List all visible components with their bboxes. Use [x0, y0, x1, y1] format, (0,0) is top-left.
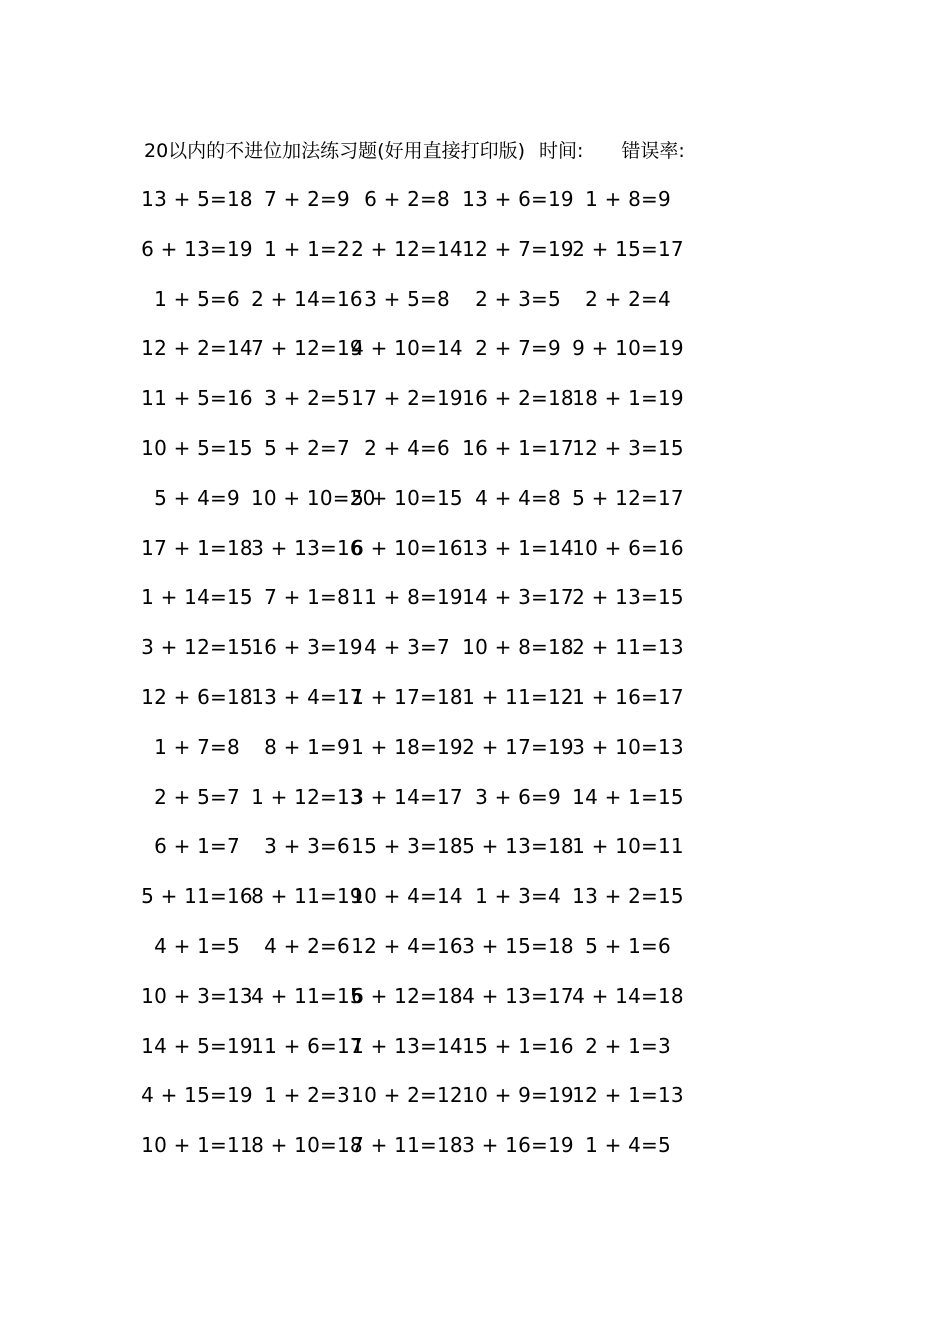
- problem-item: 4 + 11=15: [251, 983, 363, 1008]
- problem-item: 13 + 5=18: [141, 187, 253, 211]
- problem-item: 11 + 6=17: [251, 1033, 363, 1058]
- problem-item: 4 + 1=5: [154, 934, 240, 958]
- problem-item: 1 + 7=8: [154, 734, 240, 759]
- problem-item: 10 + 8=18: [462, 635, 574, 660]
- problem-item: 6 + 2=8: [364, 187, 450, 211]
- error-rate-label: 错误率:: [621, 140, 685, 162]
- problem-item: 5 + 4=9: [154, 485, 240, 510]
- problem-item: 2 + 2=4: [585, 286, 671, 311]
- problem-item: 1 + 4=5: [585, 1133, 671, 1158]
- problem-item: 1 + 18=19: [351, 734, 463, 759]
- problem-item: 9 + 10=19: [572, 336, 684, 361]
- problem-item: 2 + 4=6: [364, 436, 450, 460]
- problem-item: 1 + 16=17: [572, 685, 684, 709]
- problem-item: 10 + 6=16: [572, 535, 684, 560]
- problem-item: 18 + 1=19: [572, 386, 684, 411]
- problem-item: 10 + 9=19: [462, 1083, 574, 1108]
- problem-item: 15 + 3=18: [351, 834, 463, 859]
- problem-item: 2 + 1=3: [585, 1033, 671, 1058]
- problem-item: 3 + 13=16: [251, 535, 363, 560]
- problem-item: 14 + 3=17: [462, 585, 574, 610]
- problem-item: 17 + 1=18: [141, 535, 253, 560]
- problem-item: 7 + 11=18: [351, 1133, 463, 1158]
- problem-item: 1 + 8=9: [585, 187, 671, 211]
- problem-item: 12 + 2=14: [141, 336, 253, 361]
- problem-item: 16 + 1=17: [462, 436, 574, 460]
- problem-item: 1 + 13=14: [351, 1033, 463, 1058]
- problem-item: 7 + 12=19: [251, 336, 363, 361]
- problem-item: 10 + 1=11: [141, 1133, 253, 1158]
- problem-item: 3 + 10=13: [572, 734, 684, 759]
- problem-item: 6 + 13=19: [141, 236, 253, 261]
- problem-item: 1 + 5=6: [154, 286, 240, 311]
- problem-item: 13 + 4=17: [251, 685, 363, 709]
- problem-item: 4 + 15=19: [141, 1083, 253, 1108]
- problem-item: 3 + 12=15: [141, 635, 253, 660]
- problem-item: 4 + 14=18: [572, 983, 684, 1008]
- problem-item: 3 + 6=9: [475, 784, 561, 809]
- problem-item: 7 + 2=9: [264, 187, 350, 211]
- problem-item: 1 + 3=4: [475, 884, 561, 909]
- problem-item: 10 + 5=15: [141, 436, 253, 460]
- time-label: 时间:: [539, 140, 584, 162]
- problem-item: 8 + 10=18: [251, 1133, 363, 1158]
- problem-item: 3 + 15=18: [462, 934, 574, 958]
- problem-item: 2 + 7=9: [475, 336, 561, 361]
- problem-item: 2 + 12=14: [351, 236, 463, 261]
- problem-item: 11 + 5=16: [141, 386, 253, 411]
- problem-item: 12 + 6=18: [141, 685, 253, 709]
- problem-item: 11 + 8=19: [351, 585, 463, 610]
- problem-item: 13 + 2=15: [572, 884, 684, 909]
- problem-item: 10 + 4=14: [351, 884, 463, 909]
- problem-item: 5 + 2=7: [264, 436, 350, 460]
- problem-item: 4 + 3=7: [364, 635, 450, 660]
- problem-item: 12 + 3=15: [572, 436, 684, 460]
- problem-item: 16 + 3=19: [251, 635, 363, 660]
- problem-item: 12 + 4=16: [351, 934, 463, 958]
- problem-item: 2 + 13=15: [572, 585, 684, 610]
- problem-item: 2 + 3=5: [475, 286, 561, 311]
- problem-item: 14 + 5=19: [141, 1033, 253, 1058]
- problem-item: 1 + 12=13: [251, 784, 363, 809]
- problem-item: 13 + 6=19: [462, 187, 574, 211]
- problem-item: 3 + 5=8: [364, 286, 450, 311]
- problem-item: 4 + 4=8: [475, 485, 561, 510]
- problem-item: 5 + 13=18: [462, 834, 574, 859]
- problem-item: 13 + 1=14: [462, 535, 574, 560]
- problem-item: 10 + 10=20: [251, 485, 376, 510]
- problem-item: 5 + 10=15: [351, 485, 463, 510]
- problem-item: 2 + 5=7: [154, 784, 240, 809]
- problem-item: 1 + 2=3: [264, 1083, 350, 1108]
- problem-item: 1 + 10=11: [572, 834, 684, 859]
- problem-item: 15 + 1=16: [462, 1033, 574, 1058]
- problem-item: 6 + 1=7: [154, 834, 240, 859]
- problem-item: 14 + 1=15: [572, 784, 684, 809]
- problem-item: 12 + 1=13: [572, 1083, 684, 1108]
- problem-item: 1 + 11=12: [462, 685, 574, 709]
- problem-item: 1 + 1=2: [264, 236, 350, 261]
- problem-item: 6 + 12=18: [351, 983, 463, 1008]
- problem-item: 2 + 11=13: [572, 635, 684, 660]
- problem-item: 2 + 14=16: [251, 286, 363, 311]
- problem-item: 4 + 2=6: [264, 934, 350, 958]
- problem-item: 5 + 1=6: [585, 934, 671, 958]
- problem-item: 1 + 14=15: [141, 585, 253, 610]
- worksheet-title: 20以内的不进位加法练习题(好用直接打印版): [144, 140, 526, 162]
- problem-item: 3 + 3=6: [264, 834, 350, 859]
- problem-item: 3 + 2=5: [264, 386, 350, 411]
- problem-item: 1 + 17=18: [351, 685, 463, 709]
- problem-item: 2 + 15=17: [572, 236, 684, 261]
- problem-item: 12 + 7=19: [462, 236, 574, 261]
- problem-item: 10 + 2=12: [351, 1083, 463, 1108]
- problem-item: 8 + 11=19: [251, 884, 363, 909]
- problem-item: 7 + 1=8: [264, 585, 350, 610]
- problem-item: 2 + 17=19: [462, 734, 574, 759]
- problem-item: 4 + 10=14: [351, 336, 463, 361]
- problem-item: 4 + 13=17: [462, 983, 574, 1008]
- problem-item: 5 + 12=17: [572, 485, 684, 510]
- problem-item: 3 + 14=17: [351, 784, 463, 809]
- problem-item: 17 + 2=19: [351, 386, 463, 411]
- problem-item: 6 + 10=16: [351, 535, 463, 560]
- problem-item: 3 + 16=19: [462, 1133, 574, 1158]
- problem-item: 8 + 1=9: [264, 734, 350, 759]
- problem-item: 10 + 3=13: [141, 983, 253, 1008]
- problem-item: 5 + 11=16: [141, 884, 253, 909]
- problem-item: 16 + 2=18: [462, 386, 574, 411]
